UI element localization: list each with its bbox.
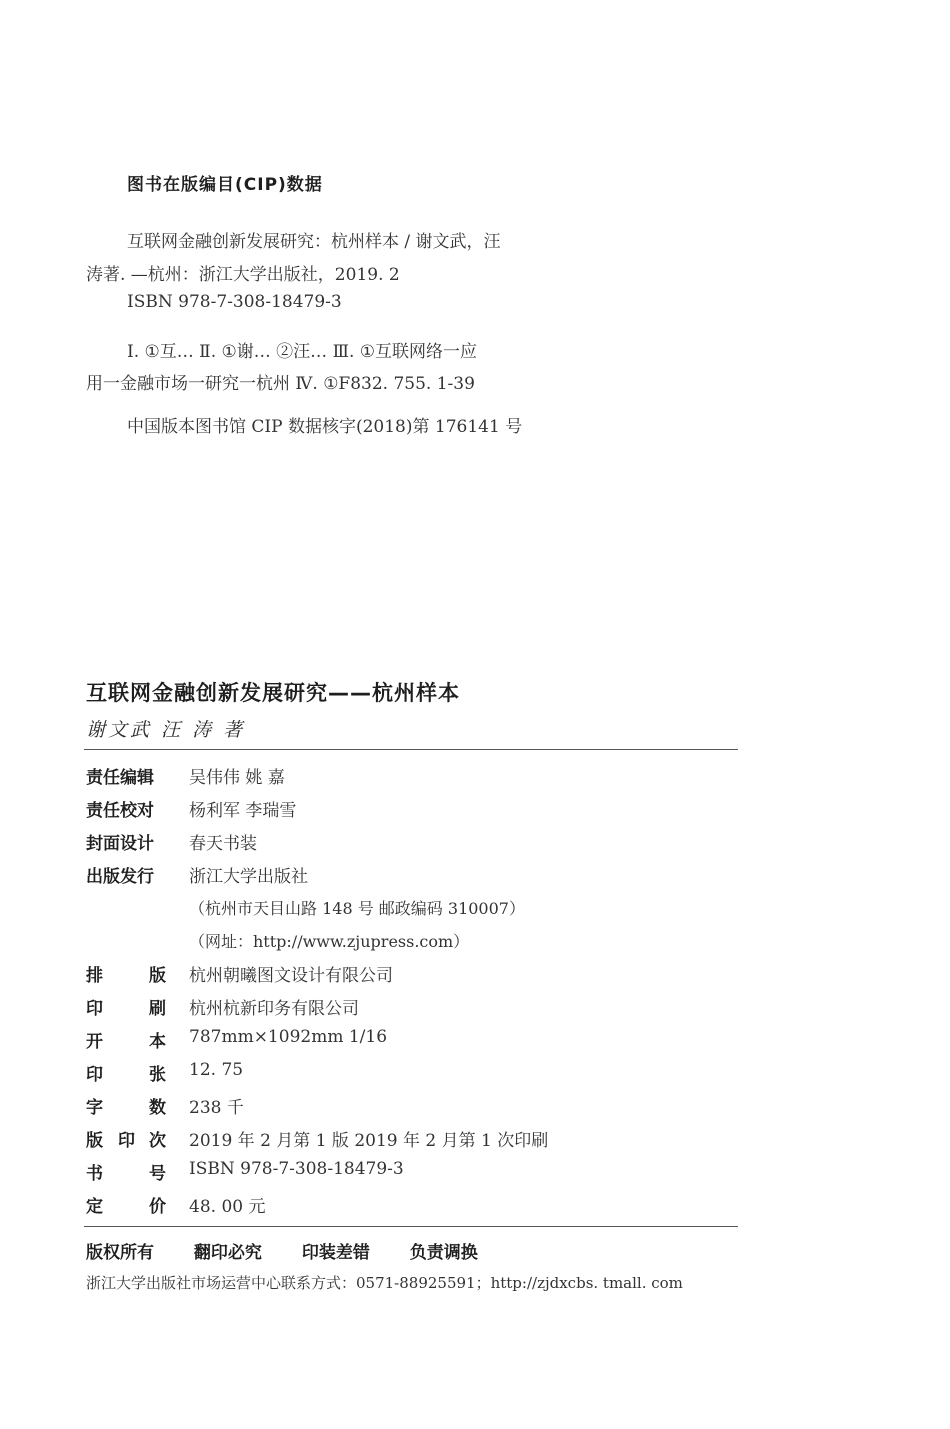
- rights-item: 版权所有: [86, 1243, 154, 1263]
- book-authors: 谢文武 汪 涛 著: [86, 719, 246, 741]
- cip-isbn-line: ISBN 978-7-308-18479-3: [127, 292, 342, 312]
- publisher-contact: 浙江大学出版社市场运营中心联系方式：0571-88925591；http://zjdxcbs. tmall. com: [86, 1274, 683, 1292]
- info-value: 2019 年 2 月第 1 版 2019 年 2 月第 1 次印刷: [189, 1131, 549, 1151]
- cip-heading: 图书在版编目(CIP)数据: [127, 175, 323, 195]
- info-value: 杭州朝曦图文设计有限公司: [189, 966, 393, 986]
- book-title: 互联网金融创新发展研究——杭州样本: [86, 681, 460, 705]
- publisher-address: （杭州市天目山路 148 号 邮政编码 310007）: [189, 899, 525, 918]
- cip-line: 用一金融市场一研究一杭州 Ⅳ. ①F832. 755. 1-39: [86, 374, 475, 394]
- info-value: 238 千: [189, 1098, 244, 1118]
- info-value: 48. 00 元: [189, 1197, 266, 1217]
- cip-line: 互联网金融创新发展研究：杭州样本 / 谢文武，汪: [127, 232, 501, 252]
- rights-notice: [86, 1238, 512, 1263]
- info-value: 浙江大学出版社: [189, 867, 308, 887]
- rights-item: 印装差错: [301, 1243, 370, 1263]
- divider: [84, 749, 738, 750]
- info-label: 出版发行: [86, 867, 154, 887]
- info-value: 吴伟伟 姚 嘉: [189, 768, 285, 788]
- rights-item: 负责调换: [409, 1243, 478, 1263]
- info-value: 杨利军 李瑞雪: [189, 801, 297, 821]
- info-label: 封面设计: [86, 834, 154, 854]
- publisher-website: （网址：http://www.zjupress.com）: [189, 932, 470, 951]
- info-label: 责任编辑: [86, 768, 154, 788]
- cip-line: 涛著. —杭州：浙江大学出版社，2019. 2: [86, 265, 400, 285]
- cip-line: Ⅰ. ①互… Ⅱ. ①谢… ②汪… Ⅲ. ①互联网络一应: [127, 342, 478, 362]
- info-value: ISBN 978-7-308-18479-3: [189, 1159, 404, 1179]
- info-value: 杭州杭新印务有限公司: [189, 999, 359, 1019]
- copyright-page: 图书在版编目(CIP)数据 互联网金融创新发展研究：杭州样本 / 谢文武，汪 涛著. —杭州：浙江大学出版社，2019. 2 ISBN 978-7-308-18479-3 Ⅰ. ①互… Ⅱ. ①谢… ②汪… Ⅲ. ①互联网络一应 用一金融市场一研究一杭州 Ⅳ. ①F832. 755. 1-39 中国版本图书馆 CIP 数据核字(2018)第 176141 号 互联网金融创新发展研究——杭州样本 谢文武 汪 涛 著 责任编辑 吴伟伟 姚 嘉 责任校对 杨利军 李瑞雪 封面设计 春天书装 出版发行 浙江大学出版社 （杭州市天目山路 148 号 邮政编码 310007） （网址：http://www.zjupress.com） 排 版 杭州朝曦图文设计有限公司 印 刷 杭州杭新印务有限公司 开 本 787mm×1092mm 1/16 印 张 12. 75 字 数 238 千 版 印 次 2019 年 2 月第 1 版 2019 年 2 月第 1 次印刷 书 号 ISBN 978-7-308-18479-3 定 价 48. 00 元 版权所有 翻印必究 印装差错 负责调换 浙江大学出版社市场运营中心联系方式：0571-88925591；http://zjdxcbs. tmall. com: [0, 0, 950, 1429]
- rights-item: 翻印必究: [193, 1243, 262, 1263]
- info-value: 12. 75: [189, 1060, 244, 1080]
- divider: [84, 1226, 738, 1227]
- info-label: 责任校对: [86, 801, 154, 821]
- info-value: 春天书装: [189, 834, 257, 854]
- info-value: 787mm×1092mm 1/16: [189, 1027, 388, 1047]
- cip-catalog-number: 中国版本图书馆 CIP 数据核字(2018)第 176141 号: [127, 417, 523, 437]
